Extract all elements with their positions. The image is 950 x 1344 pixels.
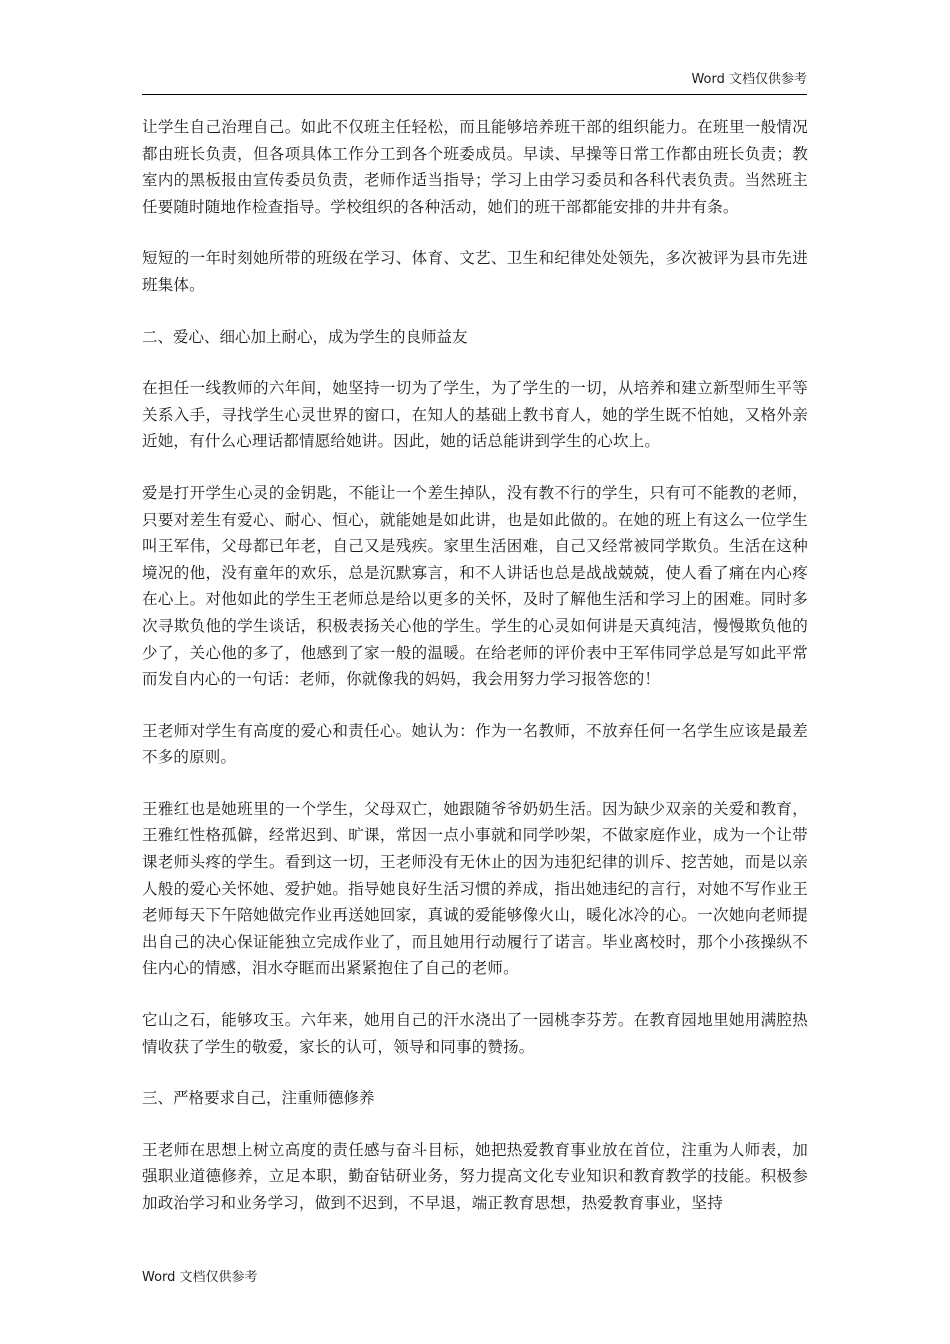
header-text: Word 文档仅供参考 — [691, 72, 807, 87]
paragraph-2: 短短的一年时刻她所带的班级在学习、体育、文艺、卫生和纪律处处领先，多次被评为县市先进班集体。 — [142, 249, 808, 294]
paragraph-7: 它山之石，能够攻玉。六年来，她用自己的汗水浇出了一园桃李芬芳。在教育园地里她用满腔热情收获了学生的敬爱，家长的认可，领导和同事的赞扬。 — [142, 1011, 808, 1056]
paragraph-6: 王雅红也是她班里的一个学生，父母双亡，她跟随爷爷奶奶生活。因为缺少双亲的关爱和教育，王雅红性格孤僻，经常迟到、旷课，常因一点小事就和同学吵架，不做家庭作业，成为一个让带课老师头疼的学生。看到这一切，王老师没有无休止的因为违犯纪律的训斥、挖苦她，而是以亲人般的爱心关怀她、爱护她。指导她良好生活习惯的养成，指出她违纪的言行，对她不写作业王老师每天下午陪她做完作业再送她回家，真诚的爱能够像火山，暖化冰冷的心。一次她向老师提出自己的决心保证能独立完成作业了，而且她用行动履行了诺言。毕业离校时，那个小孩操纵不住内心的情感，泪水夺眶而出紧紧抱住了自己的老师。 — [142, 799, 808, 978]
footer-text: Word 文档仅供参考 — [142, 1270, 258, 1285]
document-body — [142, 114, 808, 1242]
section-heading-2: 二、爱心、细心加上耐心，成为学生的良师益友 — [142, 327, 468, 346]
page-footer — [142, 1268, 258, 1288]
paragraph-1: 让学生自己治理自己。如此不仅班主任轻松，而且能够培养班干部的组织能力。在班里一般情况都由班长负责，但各项具体工作分工到各个班委成员。早读、早操等日常工作都由班长负责；教室内的黑板报由宣传委员负责，老师作适当指导；学习上由学习委员和各科代表负责。当然班主任要随时随地作检查指导。学校组织的各种活动，她们的班干部都能安排的井井有条。 — [142, 118, 808, 216]
paragraph-5: 王老师对学生有高度的爱心和责任心。她认为：作为一名教师，不放弃任何一名学生应该是最差不多的原则。 — [142, 721, 808, 767]
paragraph-4: 爱是打开学生心灵的金钥匙，不能让一个差生掉队，没有教不行的学生，只有可不能教的老师，只要对差生有爱心、耐心、恒心，就能她是如此讲，也是如此做的。在她的班上有这么一位学生叫王军伟，父母都已年老，自己又是残疾。家里生活困难，自己又经常被同学欺负。生活在这种境况的他，没有童年的欢乐，总是沉默寡言，和不人讲话也总是战战兢兢，使人看了痛在内心疼在心上。对他如此的学生王老师总是给以更多的关怀，及时了解他生活和学习上的困难。同时多次寻欺负他的学生谈话，积极表扬关心他的学生。学生的心灵如何讲是天真纯洁，慢慢欺负他的少了，关心他的多了，他感到了家一般的温暖。在给老师的评价表中王军伟同学总是写如此平常而发自内心的一句话：老师，你就像我的妈妈，我会用努力学习报答您的！ — [142, 483, 808, 689]
paragraph-8: 王老师在思想上树立高度的责任感与奋斗目标，她把热爱教育事业放在首位，注重为人师表，加强职业道德修养，立足本职，勤奋钻研业务，努力提高文化专业知识和教育教学的技能。积极参加政治学习和业务学习，做到不迟到，不早退，端正教育思想，热爱教育事业，坚持 — [142, 1140, 808, 1212]
page-header — [142, 70, 807, 95]
section-heading-3: 三、严格要求自己，注重师德修养 — [142, 1089, 375, 1108]
paragraph-3: 在担任一线教师的六年间，她坚持一切为了学生，为了学生的一切，从培养和建立新型师生平等关系入手，寻找学生心灵世界的窗口，在知人的基础上教书育人，她的学生既不怕她，又格外亲近她，有什么心理话都情愿给她讲。因此，她的话总能讲到学生的心坎上。 — [142, 379, 808, 451]
